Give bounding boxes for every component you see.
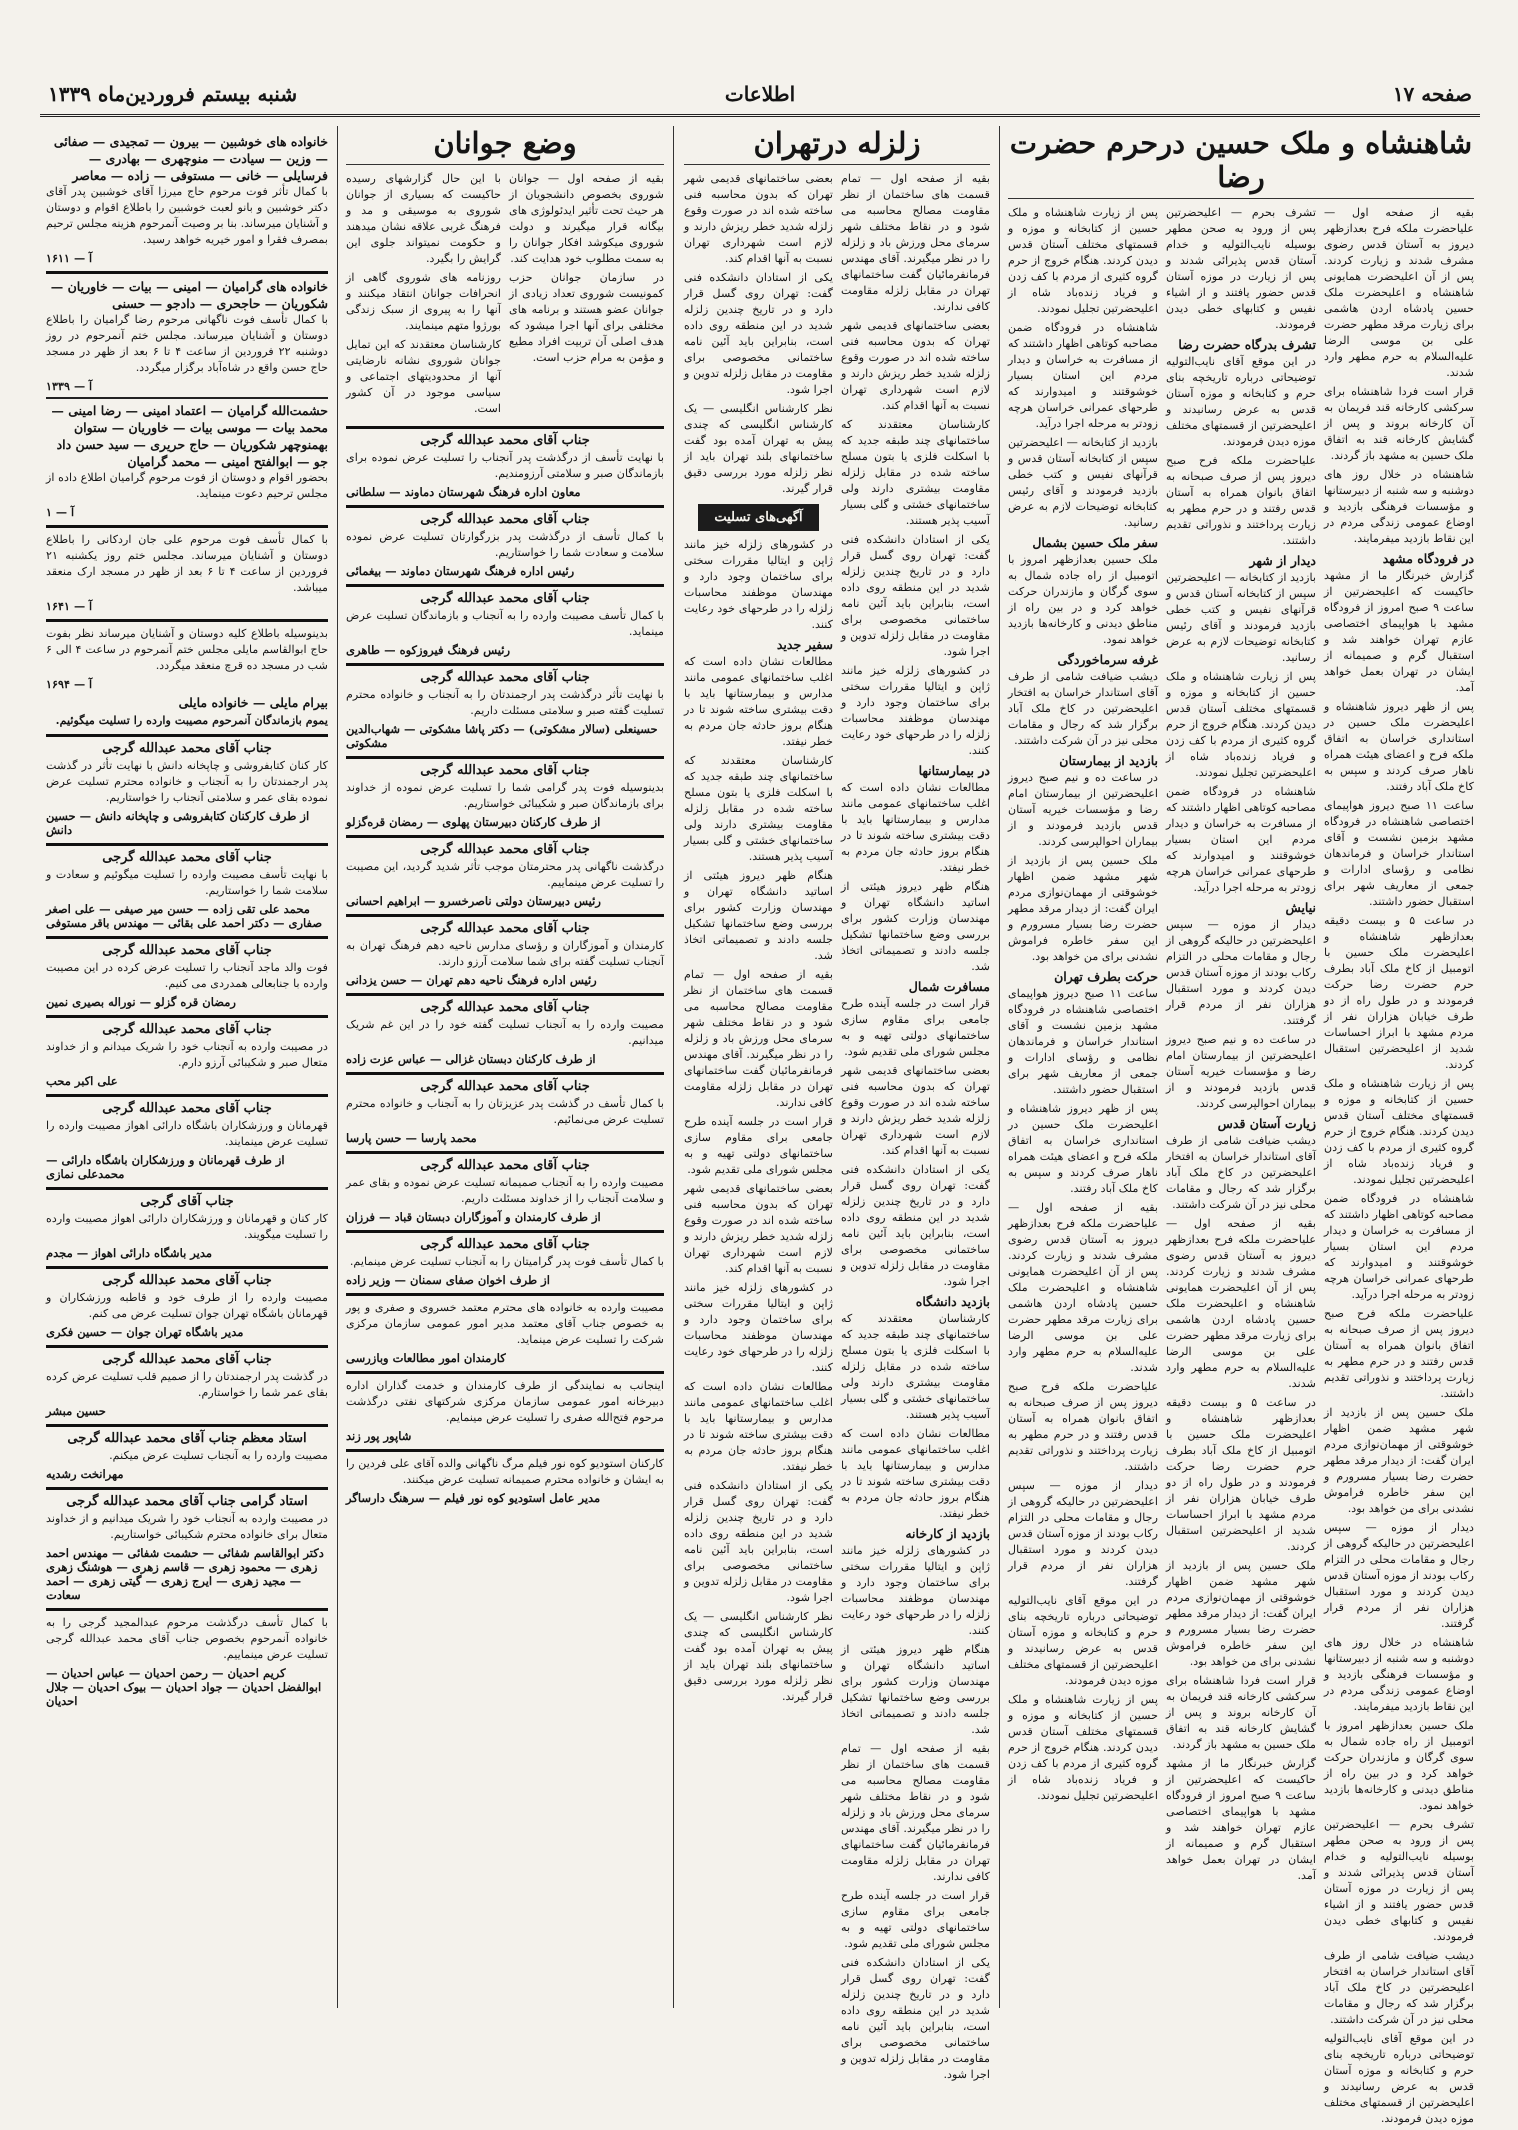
condolence-notice xyxy=(346,505,664,578)
shah-para: پس از زیارت شاهنشاه و ملک حسین از کتابخانه و موزه و قسمتهای مختلف آستان قدس دیدن کردند. هنگام خروج از حرم گروه کثیری از مردم با کف زدن و فریاد زنده‌باد شاه از اعلیحضرتین تجلیل نمودند. xyxy=(1008,206,1158,315)
quake-para: کارشناسان معتقدند که ساختمانهای چند طبقه جدید که با اسکلت فلزی یا بتون مسلح ساخته شده در مقابل زلزله مقاومت بیشتری دارند ولی ساختمانهای خشتی و گلی بسیار آسیب پذیر هستند. xyxy=(684,754,833,863)
condolence-notice xyxy=(346,1449,664,1505)
shah-subhead: بازدید از بیمارستان xyxy=(1059,753,1158,768)
condolence-title: جناب آقای محمد عبدالله گرجی xyxy=(102,1352,272,1367)
condolence-signature: رمضان قره گزلو — نوراله بصیری نمین xyxy=(46,995,236,1009)
condolence-text: درگذشت ناگهانی پدر محترمتان موجب تأثر شدید گردید، این مصیبت را تسلیت عرض مینماییم. xyxy=(346,860,664,889)
condolence-title: جناب آقای محمد عبدالله گرجی xyxy=(420,842,590,857)
quake-col-1 xyxy=(841,171,990,2086)
condolence-title: جناب آقای محمد عبدالله گرجی xyxy=(420,433,590,448)
condolence-signature: حسین مبشر xyxy=(46,1404,106,1418)
quake-subhead: بازدید دانشگاه xyxy=(915,1294,990,1309)
shah-para: ملک حسین بعدازظهر امروز با اتومبیل از راه جاده شمال به سوی گرگان و مازندران حرکت خواهد کرد و در بین راه از مناطق دیدنی و کارخانه‌ها بازدید خواهد نمود. xyxy=(1008,553,1158,646)
shah-para: پس از ظهر دیروز شاهنشاه و اعلیحضرت ملک حسین در استانداری خراسان به اتفاق ملکه فرح و اعضای هیئت همراه ناهار صرف کردند و سپس به کاخ ملک آباد رفتند. xyxy=(1324,700,1474,793)
masthead xyxy=(40,78,1480,117)
condolence-text: در گذشت پدر ارجمندتان را از صمیم قلب تسلیت عرض کرده بقای عمر شما را خواستارم. xyxy=(46,1370,328,1399)
condolence-text: بدینوسیله فوت پدر گرامی شما را تسلیت عرض نموده از خداوند برای بازماندگان صبر و شکیبائی خواستاریم. xyxy=(346,781,664,810)
condolence-text: مصیبت وارده را از طرف خود و قاطبه ورزشکاران و قهرمانان باشگاه تهران جوان تسلیت عرض می کنم. xyxy=(46,1291,328,1320)
quake-subhead: در بیمارستانها xyxy=(918,763,990,778)
condolence-banner: آگهی‌های تسلیت xyxy=(698,504,818,531)
page-number: صفحه ۱۷ xyxy=(1392,82,1472,106)
condolence-signature: از طرف کارمندان و آموزگاران دبستان قباد — فرزان xyxy=(346,1210,601,1224)
shah-para: علیاحضرت ملکه فرح صبح دیروز پس از صرف صبحانه به اتفاق بانوان همراه به آستان قدس رفتند و در حرم مطهر به زیارت پرداختند و نذوراتی تقدیم داشتند. xyxy=(1324,1307,1474,1400)
shah-para: گزارش خبرنگار ما از مشهد حاکیست که اعلیحضرتین از ساعت ۹ صبح امروز از فرودگاه مشهد با هواپیمای اختصاصی عازم تهران خواهند شد و استقبال گرم و صمیمانه از ایشان در تهران بعمل خواهد آمد. xyxy=(1166,1757,1317,1882)
condolence-title: جناب آقای محمد عبدالله گرجی xyxy=(420,1237,590,1252)
shah-para: در ساعت ۵ و بیست دقیقه بعدازظهر شاهنشاه و اعلیحضرت ملک حسین با اتومبیل از کاخ ملک آباد بطرف حرم حضرت رضا حرکت فرمودند و در طول راه از دو طرف خیابان هزاران نفر از مردم مشهد با ابراز احساسات شدید از اعلیحضرتین استقبال کردند. xyxy=(1166,1396,1316,1553)
newspaper-page xyxy=(40,18,1480,2125)
condolence-text: مصیبت وارده را به آنجناب تسلیت عرض میکنم. xyxy=(109,1449,328,1462)
condolence-signature: شاپور پور زند xyxy=(346,1429,412,1443)
condolence-text: مصیبت وارده را به آنجناب تسلیت گفته خود را در این غم شریک میدانیم. xyxy=(346,1018,664,1047)
shah-para: بازدید از کتابخانه — اعلیحضرتین سپس از کتابخانه آستان قدس و قرآنهای نفیس و کتب خطی بازدید فرمودند و آقای رئیس کتابخانه توضیحات لازم به عرض رسانید. xyxy=(1166,571,1316,664)
shah-para: پس از زیارت شاهنشاه و ملک حسین از کتابخانه و موزه و قسمتهای مختلف آستان قدس دیدن کردند. هنگام خروج از حرم گروه کثیری از مردم با کف زدن و فریاد زنده‌باد شاه از اعلیحضرتین تجلیل نمودند. xyxy=(1324,1077,1474,1186)
condolence-signature: از طرف قهرمانان و ورزشکاران باشگاه دارائی — محمدعلی نمازی xyxy=(46,1153,285,1181)
condolence-notice xyxy=(46,843,328,930)
shah-col-3 xyxy=(1008,205,1158,2130)
shah-para: در ساعت ده و نیم صبح دیروز اعلیحضرتین از بیمارستان امام رضا و مؤسسات خیریه آستان قدس بازدید فرمودند و از بیماران احوالپرسی کردند. xyxy=(1166,1033,1316,1110)
notice-head: خانواده های گرامیان — امینی — بیات — خاوریان — شکوریان — حاجحری — دادجو — حسنی xyxy=(46,271,328,312)
quake-para: کارشناسان معتقدند که ساختمانهای چند طبقه جدید که با اسکلت فلزی یا بتون مسلح ساخته شده در مقابل زلزله مقاومت بیشتری دارند ولی ساختمانهای خشتی و گلی بسیار آسیب پذیر هستند. xyxy=(841,418,990,527)
condolence-notice xyxy=(346,663,664,750)
condolence-title: جناب آقای محمد عبدالله گرجی xyxy=(102,943,272,958)
shah-para: شاهنشاه در فرودگاه ضمن مصاحبه کوتاهی اظهار داشتند که از مسافرت به خراسان و دیدار مردم این استان بسیار خوشوقتند و امیدوارند که طرحهای عمرانی خراسان هرچه زودتر به مرحله اجرا درآید. xyxy=(1166,785,1316,894)
condolence-text: کار کنان کتابفروشی و چاپخانه دانش با نهایت تأثر در گذشت پدر ارجمندتان را به آنجناب و خانواده محترم تسلیت عرض نموده بقای عمر و سلامتی آنجناب را خواستاریم. xyxy=(46,759,328,804)
youth-headline: وضع جوانان xyxy=(346,126,664,165)
condolence-title: جناب آقای محمد عبدالله گرجی xyxy=(420,591,590,606)
youth-para: کارشناسان معتقدند که این تمایل جوانان شوروی نشانه نارضایتی آنها از محدودیتهای اجتماعی و سیاسی موجود در آن کشور است. xyxy=(346,338,501,415)
condolence-signature: مدیر عامل استودیو کوه نور فیلم — سرهنگ دارساگر xyxy=(346,1491,601,1505)
notice-code: آ — ۱۶۴۱ xyxy=(46,599,93,613)
condolence-notice xyxy=(46,1015,328,1088)
shah-para: در این موقع آقای نایب‌التولیه توضیحاتی درباره تاریخچه بنای حرم و کتابخانه و موزه آستان قدس به عرض رسانیدند و اعلیحضرتین از قسمتهای مختلف موزه دیدن فرمودند. xyxy=(1008,1594,1158,1687)
shah-col-2 xyxy=(1166,205,1316,2130)
condolence-text: فوت والد ماجد آنجناب را تسلیت عرض کرده در این مصیبت وارده با جنابعالی همدردی می کنیم. xyxy=(46,961,328,990)
shah-para: در این موقع آقای نایب‌التولیه توضیحاتی درباره تاریخچه بنای حرم و کتابخانه و موزه آستان قدس به عرض رسانیدند و اعلیحضرتین از قسمتهای مختلف موزه دیدن فرمودند. xyxy=(1166,355,1316,448)
condolence-notice xyxy=(46,1487,328,1602)
shah-para: دیدار از موزه — سپس اعلیحضرتین در حالیکه گروهی از رجال و مقامات محلی در التزام رکاب بودند از موزه آستان قدس دیدن کردند و مورد استقبال هزاران نفر از مردم قرار گرفتند. xyxy=(1166,918,1316,1027)
shah-article xyxy=(1002,126,1480,2125)
condolence-signature: رئیس فرهنگ فیروزکوه — طاهری xyxy=(346,643,510,657)
quake-para: بعضی ساختمانهای قدیمی شهر تهران که بدون محاسبه فنی ساخته شده اند در صورت وقوع زلزله شدید خطر ریزش دارند و لازم است شهرداری تهران نسبت به آنها اقدام کند. xyxy=(684,1182,833,1275)
condolence-notice xyxy=(46,1345,328,1418)
condolence-title: جناب آقای محمد عبدالله گرجی xyxy=(420,1079,590,1094)
shah-para: علیاحضرت ملکه فرح صبح دیروز پس از صرف صبحانه به اتفاق بانوان همراه به آستان قدس رفتند و در حرم مطهر به زیارت پرداختند و نذوراتی تقدیم داشتند. xyxy=(1166,454,1316,547)
shah-para: بقیه از صفحه اول — علیاحضرت ملکه فرح بعدازظهر دیروز به آستان قدس رضوی مشرف شدند و زیارت کردند. پس از آن اعلیحضرت همایونی شاهنشاه و اعلیحضرت ملک حسین پادشاه اردن هاشمی برای زیارت مرقد مطهر حضرت علی بن موسی الرضا علیه‌السلام به حرم مطهر وارد شدند. xyxy=(1324,206,1474,379)
shah-subhead: حرکت بطرف تهران xyxy=(1054,969,1158,984)
shah-para: شاهنشاه در فرودگاه ضمن مصاحبه کوتاهی اظهار داشتند که از مسافرت به خراسان و دیدار مردم این استان بسیار خوشوقتند و امیدوارند که طرحهای عمرانی خراسان هرچه زودتر به مرحله اجرا درآید. xyxy=(1324,1192,1474,1301)
notice-code: آ — ۱۶۹۴ xyxy=(46,677,93,691)
condolence-title: جناب آقای محمد عبدالله گرجی xyxy=(102,850,272,865)
condolence-notice xyxy=(46,1187,328,1260)
condolence-title: جناب آقای محمد عبدالله گرجی xyxy=(102,741,272,756)
shah-para: دیشب ضیافت شامی از طرف آقای استاندار خراسان به افتخار اعلیحضرتین در کاخ ملک آباد برگزار شد که رجال و مقامات محلی نیز در آن شرکت داشتند. xyxy=(1008,670,1158,747)
quake-para: مطالعات نشان داده است که اغلب ساختمانهای عمومی مانند مدارس و بیمارستانها باید با دقت بیشتری ساخته شوند تا در هنگام بروز حادثه جان مردم به خطر نیفتد. xyxy=(684,655,833,748)
notice-text: با کمال تأسف فوت ناگهانی مرحوم رضا گرامیان را باطلاع دوستان و آشنایان میرساند. مجلس ختم آنمرحوم در روز دوشنبه ۲۲ فروردین از ساعت ۴ تا ۶ بعد از ظهر در مسجد حاج حسن واقع در شاه‌آباد برگزار میگردد. xyxy=(46,313,328,374)
condolence-text: کارمندان و آموزگاران و رؤسای مدارس ناحیه دهم فرهنگ تهران به آنجناب تسلیت گفته برای شما سلامت آرزو دارند. xyxy=(346,939,664,968)
condolence-signature: کریم احدیان — رحمن احدیان — عباس احدیان — ابوالفضل احدیان — جواد احدیان — بیوک احدیان — جلال احدیان xyxy=(46,1666,322,1708)
column-rule xyxy=(673,126,674,2008)
condolence-notice xyxy=(46,1424,328,1481)
shah-subhead: سفر ملک حسین بشمال xyxy=(1032,535,1158,550)
shah-subhead: تشرف بدرگاه حضرت رضا xyxy=(1178,337,1316,352)
shah-para: تشرف بحرم — اعلیحضرتین پس از ورود به صحن مطهر بوسیله نایب‌التولیه و خدام آستان قدس پذیرائی شدند و پس از زیارت در موزه آستان قدس حضور یافتند و از اشیاء نفیس و کتابهای خطی دیدن فرمودند. xyxy=(1166,206,1316,331)
shah-para: شاهنشاه در فرودگاه ضمن مصاحبه کوتاهی اظهار داشتند که از مسافرت به خراسان و دیدار مردم این استان بسیار خوشوقتند و امیدوارند که طرحهای عمرانی خراسان هرچه زودتر به مرحله اجرا درآید. xyxy=(1008,321,1158,430)
condolence-text: با نهایت تأسف از درگذشت پدر آنجناب را تسلیت عرض نموده برای بازماندگان صبر و سلامتی آرزومندیم. xyxy=(346,451,664,480)
quake-subhead: مسافرت شمال xyxy=(908,979,990,994)
condolence-notice xyxy=(46,936,328,1009)
quake-para: کارشناسان معتقدند که ساختمانهای چند طبقه جدید که با اسکلت فلزی یا بتون مسلح ساخته شده در مقابل زلزله مقاومت بیشتری دارند ولی ساختمانهای خشتی و گلی بسیار آسیب پذیر هستند. xyxy=(841,1312,990,1421)
condolence-title: جناب آقای محمد عبدالله گرجی xyxy=(102,1022,272,1037)
condolence-signature: معاون اداره فرهنگ شهرستان دماوند — سلطانی xyxy=(346,485,581,499)
condolence-notice xyxy=(346,914,664,987)
shah-para: قرار است فردا شاهنشاه برای سرکشی کارخانه قند فریمان به آن کارخانه بروند و پس از گشایش کارخانه قند به اتفاق ملک حسین به مشهد باز گردند. xyxy=(1324,385,1474,462)
column-rule xyxy=(999,126,1000,2008)
condolence-title: جناب آقای محمد عبدالله گرجی xyxy=(102,1273,272,1288)
shah-para: تشرف بحرم — اعلیحضرتین پس از ورود به صحن مطهر بوسیله نایب‌التولیه و خدام آستان قدس پذیرائی شدند و پس از زیارت در موزه آستان قدس حضور یافتند و از اشیاء نفیس و کتابهای خطی دیدن فرمودند. xyxy=(1324,1818,1474,1943)
shah-para: شاهنشاه در خلال روز های دوشنبه و سه شنبه از دبیرستانها و مؤسسات فرهنگی بازدید و اوضاع عمومی زندگی مردم در این نقاط بازدید میفرمایند. xyxy=(1324,1636,1474,1713)
condolence-signature: از طرف کارکنان کتابفروشی و چاپخانه دانش — حسین دانش xyxy=(46,809,310,837)
condolence-notice xyxy=(346,1151,664,1224)
condolence-title: جناب آقای محمد عبدالله گرجی xyxy=(420,512,590,527)
shah-para: علیاحضرت ملکه فرح صبح دیروز پس از صرف صبحانه به اتفاق بانوان همراه به آستان قدس رفتند و در حرم مطهر به زیارت پرداختند و نذوراتی تقدیم داشتند. xyxy=(1008,1380,1158,1473)
youth-para: بقیه از صفحه اول — جوانان شوروی بخصوص دانشجویان از هر حیث تحت تأثیر ایدئولوژی های بیگانه قرار میگیرند و دولت شوروی میکوشد افکار جوانان را به سمت مطلوب خود هدایت کند. xyxy=(509,172,664,265)
youth-para: با این حال گزارشهای رسیده حاکیست که بسیاری از جوانان شوروی به موسیقی و مد و فرهنگ غربی علاقه نشان میدهند و حکومت نمیتواند جلوی این گرایش را بگیرد. xyxy=(346,172,501,265)
shah-para: دیشب ضیافت شامی از طرف آقای استاندار خراسان به افتخار اعلیحضرتین در کاخ ملک آباد برگزار شد که رجال و مقامات محلی نیز در آن شرکت داشتند. xyxy=(1166,1134,1316,1211)
condolence-title: جناب آقای محمد عبدالله گرجی xyxy=(102,1101,272,1116)
quake-article xyxy=(678,126,996,2081)
quake-para: بعضی ساختمانهای قدیمی شهر تهران که بدون محاسبه فنی ساخته شده اند در صورت وقوع زلزله شدید خطر ریزش دارند و لازم است شهرداری تهران نسبت به آنها اقدام کند. xyxy=(841,319,990,412)
quake-para: قرار است در جلسه آینده طرح جامعی برای مقاوم سازی ساختمانهای دولتی تهیه و به مجلس شورای ملی تقدیم شود. xyxy=(841,1889,990,1950)
shah-para: در این موقع آقای نایب‌التولیه توضیحاتی درباره تاریخچه بنای حرم و کتابخانه و موزه آستان قدس به عرض رسانیدند و اعلیحضرتین از قسمتهای مختلف موزه دیدن فرمودند. xyxy=(1324,2032,1474,2125)
condolence-signature: رئیس اداره فرهنگ شهرستان دماوند — بیغمائی xyxy=(346,564,575,578)
shah-para: ملک حسین پس از بازدید از شهر مشهد ضمن اظهار خوشوقتی از مهمان‌نوازی مردم ایران گفت: از دیدار مرقد مطهر حضرت رضا بسیار مسرورم و این سفر خاطره فراموش نشدنی برای من خواهد بود. xyxy=(1166,1559,1316,1668)
quake-para: یکی از استادان دانشکده فنی گفت: تهران روی گسل قرار دارد و در تاریخ چندین زلزله شدید در این منطقه روی داده است، بنابراین باید آئین نامه ساختمانی مخصوصی برای مقاومت در مقابل زلزله تدوین و اجرا شود. xyxy=(684,271,833,396)
condolence-text: با کمال تأسف فوت پدر گرامیتان را به آنجناب تسلیت عرض مینمایم. xyxy=(349,1255,664,1268)
shah-headline: شاهنشاه و ملک حسین درحرم حضرت رضا xyxy=(1008,126,1474,199)
notice-text: یموم بازماندگان آنمرحوم مصیبت وارده را تسلیت میگوئیم. xyxy=(55,713,328,727)
notice-head: بیرام مایلی — خانواده مایلی xyxy=(178,695,328,710)
condolence-text: در مصیبت وارده به آنجناب خود را شریک میدانیم و از خداوند متعال برای خانواده محترم شکیبائی خواستاریم. xyxy=(46,1512,328,1541)
newspaper-name: اطلاعات xyxy=(724,82,796,106)
quake-subhead: سفیر جدید xyxy=(776,637,833,652)
quake-para: نظر کارشناس انگلیسی — یک کارشناس انگلیسی که چندی پیش به تهران آمده بود گفت ساختمانهای بلند تهران باید از نظر زلزله مورد بررسی دقیق قرار گیرند. xyxy=(684,402,833,495)
condolence-title: استاد گرامی جناب آقای محمد عبدالله گرجی xyxy=(66,1494,308,1509)
quake-para: در کشورهای زلزله خیز مانند ژاپن و ایتالیا مقررات سختی برای ساختمان وجود دارد و مهندسان موظفند محاسبات زلزله را در طرحهای خود رعایت کنند. xyxy=(841,664,990,757)
condolence-signature: رئیس دبیرستان دولتی ناصرخسرو — ابراهیم احسانی xyxy=(346,894,601,908)
condolence-signature: از طرف کارکنان دبیرستان پهلوی — رمضان قره‌گزلو xyxy=(346,815,601,829)
quake-para: یکی از استادان دانشکده فنی گفت: تهران روی گسل قرار دارد و در تاریخ چندین زلزله شدید در این منطقه روی داده است، بنابراین باید آئین نامه ساختمانی مخصوصی برای مقاومت در مقابل زلزله تدوین و اجرا شود. xyxy=(684,1479,833,1604)
condolence-text: مصیبت وارده به خانواده های محترم معتمد خسروی و صفری و پور به خصوص جناب آقای معتمد مدیر امور عمومی سازمان مرکزی شرکت را تسلیت عرض مینماید. xyxy=(346,1301,664,1346)
quake-para: قرار است در جلسه آینده طرح جامعی برای مقاوم سازی ساختمانهای دولتی تهیه و به مجلس شورای ملی تقدیم شود. xyxy=(684,1115,833,1176)
shah-para: در ساعت ده و نیم صبح دیروز اعلیحضرتین از بیمارستان امام رضا و مؤسسات خیریه آستان قدس بازدید فرمودند و از بیماران احوالپرسی کردند. xyxy=(1008,771,1158,848)
condolence-text: با نهایت تأثر درگذشت پدر ارجمندتان را به آنجناب و خانواده محترم تسلیت گفته صبر و سلامتی مسئلت داریم. xyxy=(346,688,664,717)
condolence-signature: مهرانخت رشدیه xyxy=(46,1467,124,1481)
quake-para: نظر کارشناس انگلیسی — یک کارشناس انگلیسی که چندی پیش به تهران آمده بود گفت ساختمانهای بلند تهران باید از نظر زلزله مورد بررسی دقیق قرار گیرند. xyxy=(684,1610,833,1703)
condolence-text: با کمال تأسف در گذشت پدر عزیزتان را به آنجناب و خانواده محترم تسلیت عرض می‌نمائیم. xyxy=(346,1097,664,1126)
quake-para: یکی از استادان دانشکده فنی گفت: تهران روی گسل قرار دارد و در تاریخ چندین زلزله شدید در این منطقه روی داده است، بنابراین باید آئین نامه ساختمانی مخصوصی برای مقاومت در مقابل زلزله تدوین و اجرا شود. xyxy=(841,1163,990,1288)
shah-para: ملک حسین بعدازظهر امروز با اتومبیل از راه جاده شمال به سوی گرگان و مازندران حرکت خواهد کرد و در بین راه از مناطق دیدنی و کارخانه‌ها بازدید خواهد نمود. xyxy=(1324,1719,1474,1812)
quake-para: هنگام ظهر دیروز هیئتی از اساتید دانشگاه تهران و مهندسان وزارت کشور برای بررسی وضع ساختمانها تشکیل جلسه دادند و تصمیماتی اتخاذ شد. xyxy=(841,1643,990,1736)
condolence-text: با کمال تأسف از درگذشت پدر بزرگوارتان تسلیت عرض نموده سلامت و سعادت شما را خواستاریم. xyxy=(346,530,664,559)
quake-para: هنگام ظهر دیروز هیئتی از اساتید دانشگاه تهران و مهندسان وزارت کشور برای بررسی وضع ساختمانها تشکیل جلسه دادند و تصمیماتی اتخاذ شد. xyxy=(841,880,990,973)
shah-subhead: در فرودگاه مشهد xyxy=(1382,551,1474,566)
condolence-text: قهرمانان و ورزشکاران باشگاه دارائی اهواز مصیبت وارده را تسلیت عرض مینمایند. xyxy=(46,1119,328,1148)
youth-col-1 xyxy=(509,171,664,420)
notice-block xyxy=(46,619,328,728)
column-rule xyxy=(337,126,338,2008)
notice-code: آ — ۱۳۳۹ xyxy=(46,379,93,393)
youth-para: روزنامه های شوروی گاهی از انحرافات جوانان انتقاد میکنند و آنها را به پیروی از سبک زندگی بورژوا متهم مینمایند. xyxy=(346,271,501,332)
quake-para: مطالعات نشان داده است که اغلب ساختمانهای عمومی مانند مدارس و بیمارستانها باید با دقت بیشتری ساخته شوند تا در هنگام بروز حادثه جان مردم به خطر نیفتد. xyxy=(841,781,990,874)
condolence-signature: محمد پارسا — حسن پارسا xyxy=(346,1131,477,1145)
condolence-title: جناب آقای محمد عبدالله گرجی xyxy=(420,763,590,778)
condolence-text: مصیبت وارده را به آنجناب صمیمانه تسلیت عرض نموده و بقای عمر و سلامت آنجناب را از خداوند مسئلت داریم. xyxy=(346,1176,664,1205)
condolence-title: استاد معظم جناب آقای محمد عبدالله گرجی xyxy=(67,1431,307,1446)
notice-text: بدینوسیله باطلاع کلیه دوستان و آشنایان میرساند نظر بفوت حاج ابوالقاسم مایلی مجلس ختم آنمرحوم در ساعت ۴ الی ۶ شب در مسجد ده قرچ منعقد میگردد. xyxy=(46,627,328,672)
quake-para: در کشورهای زلزله خیز مانند ژاپن و ایتالیا مقررات سختی برای ساختمان وجود دارد و مهندسان موظفند محاسبات زلزله را در طرحهای خود رعایت کنند. xyxy=(841,1544,990,1637)
condolence-text: با نهایت تأسف مصیبت وارده را تسلیت میگوئیم و سعادت و سلامت شما را خواستاریم. xyxy=(46,868,328,897)
condolence-notice xyxy=(46,1608,328,1708)
condolence-notice xyxy=(346,426,664,499)
quake-para: بعضی ساختمانهای قدیمی شهر تهران که بدون محاسبه فنی ساخته شده اند در صورت وقوع زلزله شدید خطر ریزش دارند و لازم است شهرداری تهران نسبت به آنها اقدام کند. xyxy=(841,1064,990,1157)
quake-para: یکی از استادان دانشکده فنی گفت: تهران روی گسل قرار دارد و در تاریخ چندین زلزله شدید در این منطقه روی داده است، بنابراین باید آئین نامه ساختمانی مخصوصی برای مقاومت در مقابل زلزله تدوین و اجرا شود. xyxy=(841,533,990,658)
notice-head: حشمت‌الله گرامیان — اعتماد امینی — رضا امینی — محمد بیات — موسی بیات — خاوریان — ستوان بهمنوچهر شکوریان — حاج حریری — سید حسن داد جو — ابوالفتح امینی — محمد گرامیان xyxy=(46,397,328,470)
condolence-notice xyxy=(346,1072,664,1145)
condolence-text: با کمال تأسف مصیبت وارده را به آنجناب و بازماندگان تسلیت عرض مینماید. xyxy=(346,609,664,638)
condolence-signature: از طرف کارکنان دبستان غزالی — عباس عزت زاده xyxy=(346,1052,596,1066)
quake-para: هنگام ظهر دیروز هیئتی از اساتید دانشگاه تهران و مهندسان وزارت کشور برای بررسی وضع ساختمانها تشکیل جلسه دادند و تصمیماتی اتخاذ شد. xyxy=(684,869,833,962)
shah-para: پس از زیارت شاهنشاه و ملک حسین از کتابخانه و موزه و قسمتهای مختلف آستان قدس دیدن کردند. هنگام خروج از حرم گروه کثیری از مردم با کف زدن و فریاد زنده‌باد شاه از اعلیحضرتین تجلیل نمودند. xyxy=(1008,1693,1158,1802)
condolence-title: جناب آقای گرجی xyxy=(140,1194,234,1209)
condolence-signature: دکتر ابوالقاسم شفائی — حشمت شفائی — مهندس احمد زهری — محمود زهری — قاسم زهری — هوشنگ زهری — مجید زهری — ایرج زهری — گیتی زهری — احمد سعادت xyxy=(46,1546,324,1602)
shah-para: پس از زیارت شاهنشاه و ملک حسین از کتابخانه و موزه و قسمتهای مختلف آستان قدس دیدن کردند. هنگام خروج از حرم گروه کثیری از مردم با کف زدن و فریاد زنده‌باد شاه از اعلیحضرتین تجلیل نمودند. xyxy=(1166,670,1316,779)
condolence-banner-wrap xyxy=(684,500,833,537)
shah-para: دیشب ضیافت شامی از طرف آقای استاندار خراسان به افتخار اعلیحضرتین در کاخ ملک آباد برگزار شد که رجال و مقامات محلی نیز در آن شرکت داشتند. xyxy=(1324,1949,1474,2026)
quake-col-2 xyxy=(684,171,833,2086)
condolence-notice xyxy=(346,993,664,1066)
condolence-text: اینجانب به نمایندگی از طرف کارمندان و خدمت گذاران اداره دبیرخانه امور عمومی سازمان مرکزی شرکتهای نفتی درگذشت مرحوم فتح‌الله صفری را تسلیت عرض مینمایم. xyxy=(346,1379,664,1424)
notice-block xyxy=(46,525,328,613)
condolence-notice xyxy=(346,835,664,908)
quake-para: یکی از استادان دانشکده فنی گفت: تهران روی گسل قرار دارد و در تاریخ چندین زلزله شدید در این منطقه روی داده است، بنابراین باید آئین نامه ساختمانی مخصوصی برای مقاومت در مقابل زلزله تدوین و اجرا شود. xyxy=(841,1956,990,2081)
youth-and-condolences xyxy=(340,126,670,2008)
condolence-notice xyxy=(346,584,664,657)
youth-col-2 xyxy=(346,171,501,420)
shah-para: ملک حسین پس از بازدید از شهر مشهد ضمن اظهار خوشوقتی از مهمان‌نوازی مردم ایران گفت: از دیدار مرقد مطهر حضرت رضا بسیار مسرورم و این سفر خاطره فراموش نشدنی برای من خواهد بود. xyxy=(1324,1406,1474,1515)
quake-para: قرار است در جلسه آینده طرح جامعی برای مقاوم سازی ساختمانهای دولتی تهیه و به مجلس شورای ملی تقدیم شود. xyxy=(841,997,990,1058)
condolence-title: جناب آقای محمد عبدالله گرجی xyxy=(420,921,590,936)
condolence-signature: کارمندان امور مطالعات وبازرسی xyxy=(346,1351,506,1365)
quake-subhead: بازدید از کارخانه xyxy=(905,1526,990,1541)
shah-para: پس از ظهر دیروز شاهنشاه و اعلیحضرت ملک حسین در استانداری خراسان به اتفاق ملکه فرح و اعضای هیئت همراه ناهار صرف کردند و سپس به کاخ ملک آباد رفتند. xyxy=(1008,1102,1158,1195)
quake-para: بعضی ساختمانهای قدیمی شهر تهران که بدون محاسبه فنی ساخته شده اند در صورت وقوع زلزله شدید خطر ریزش دارند و لازم است شهرداری تهران نسبت به آنها اقدام کند. xyxy=(684,172,833,265)
left-notices-column xyxy=(40,126,334,2008)
shah-subhead: نیایش xyxy=(1285,900,1316,915)
shah-subhead: دیدار از شهر xyxy=(1249,553,1316,568)
quake-para: در کشورهای زلزله خیز مانند ژاپن و ایتالیا مقررات سختی برای ساختمان وجود دارد و مهندسان موظفند محاسبات زلزله را در طرحهای خود رعایت کنند. xyxy=(684,538,833,631)
notice-head: خانواده های خوشبین — بیرون — تمجیدی — صفائی — وزین — سیادت — منوچهری — بهادری — فرسایلی — خانی — مستوفی — زاده — معاصر xyxy=(53,134,328,183)
quake-para: در کشورهای زلزله خیز مانند ژاپن و ایتالیا مقررات سختی برای ساختمان وجود دارد و مهندسان موظفند محاسبات زلزله را در طرحهای خود رعایت کنند. xyxy=(684,1281,833,1374)
condolence-signature: مدیر باشگاه دارائی اهواز — مجدم xyxy=(46,1246,213,1260)
shah-para: ساعت ۱۱ صبح دیروز هواپیمای اختصاصی شاهنشاه در فرودگاه مشهد بزمین نشست و آقای استاندار خراسان و فرماندهان نظامی و رؤسای ادارات و جمعی از معاریف شهر برای استقبال حضور داشتند. xyxy=(1324,799,1475,908)
condolence-text: در مصیبت وارده به آنجناب خود را شریک میدانم و از خداوند متعال صبر و شکیبائی آرزو دارم. xyxy=(46,1040,328,1069)
condolence-notice xyxy=(346,1230,664,1287)
shah-subhead: زیارت آستان قدس xyxy=(1217,1116,1316,1131)
shah-para: دیدار از موزه — سپس اعلیحضرتین در حالیکه گروهی از رجال و مقامات محلی در التزام رکاب بودند از موزه آستان قدس دیدن کردند و مورد استقبال هزاران نفر از مردم قرار گرفتند. xyxy=(1008,1479,1158,1588)
shah-para: شاهنشاه در خلال روز های دوشنبه و سه شنبه از دبیرستانها و مؤسسات فرهنگی بازدید و اوضاع عمومی زندگی مردم در این نقاط بازدید میفرمایند. xyxy=(1324,468,1474,545)
quake-para: بقیه از صفحه اول — تمام قسمت های ساختمان از نظر مقاومت مصالح محاسبه می شود و در نقاط مختلف شهر سرمای محل ورزش باد و زلزله را در نظر میگیرند. آقای مهندس فرمانفرمائیان گفت ساختمانهای تهران در مقابل زلزله مقاومت کافی ندارند. xyxy=(841,172,990,313)
shah-col-1 xyxy=(1324,205,1474,2130)
condolence-notice xyxy=(46,1094,328,1181)
condolence-signature: مدیر باشگاه تهران جوان — حسین فکری xyxy=(46,1325,244,1339)
quake-para: مطالعات نشان داده است که اغلب ساختمانهای عمومی مانند مدارس و بیمارستانها باید با دقت بیشتری ساخته شوند تا در هنگام بروز حادثه جان مردم به خطر نیفتد. xyxy=(841,1427,990,1520)
condolence-signature: از طرف اخوان صفای سمنان — وزیر زاده xyxy=(346,1273,550,1287)
shah-subhead: غرفه سرماخوردگی xyxy=(1057,652,1158,667)
shah-para: بقیه از صفحه اول — علیاحضرت ملکه فرح بعدازظهر دیروز به آستان قدس رضوی مشرف شدند و زیارت کردند. پس از آن اعلیحضرت همایونی شاهنشاه و اعلیحضرت ملک حسین پادشاه اردن هاشمی برای زیارت مرقد مطهر حضرت علی بن موسی الرضا علیه‌السلام به حرم مطهر وارد شدند. xyxy=(1166,1217,1316,1390)
condolence-notice xyxy=(346,1293,664,1365)
notice-code: آ — ۱ xyxy=(46,505,75,519)
quake-para: بقیه از صفحه اول — تمام قسمت های ساختمان از نظر مقاومت مصالح محاسبه می شود و در نقاط مختلف شهر سرمای محل ورزش باد و زلزله را در نظر میگیرند. آقای مهندس فرمانفرمائیان گفت ساختمانهای تهران در مقابل زلزله مقاومت کافی ندارند. xyxy=(841,1742,990,1883)
shah-para: قرار است فردا شاهنشاه برای سرکشی کارخانه قند فریمان به آن کارخانه بروند و پس از گشایش کارخانه قند به اتفاق ملک حسین به مشهد باز گردند. xyxy=(1166,1674,1316,1751)
condolence-signature: محمد علی تقی زاده — حسن میر صیفی — علی اصغر صفاری — دکتر احمد علی بقائی — مهندس باقر مستوفی xyxy=(46,902,323,930)
shah-para: بقیه از صفحه اول — علیاحضرت ملکه فرح بعدازظهر دیروز به آستان قدس رضوی مشرف شدند و زیارت کردند. پس از آن اعلیحضرت همایونی شاهنشاه و اعلیحضرت ملک حسین پادشاه اردن هاشمی برای زیارت مرقد مطهر حضرت علی بن موسی الرضا علیه‌السلام به حرم مطهر وارد شدند. xyxy=(1008,1201,1158,1374)
condolence-signature: حسینعلی (سالار مشکوتی) — دکتر پاشا مشکوتی — شهاب‌الدین مشکوتی xyxy=(346,722,658,750)
notice-text: با کمال تأسف فوت مرحوم علی جان اردکانی را باطلاع دوستان و آشنایان میرساند. مجلس ختم روز یکشنبه ۲۱ فروردین از ساعت ۴ تا ۶ بعد از ظهر در مسجد ارک منعقد میباشد. xyxy=(46,533,329,594)
youth-para: در سازمان جوانان حزب کمونیست شوروی تعداد زیادی از جوانان عضو هستند و برنامه های مختلفی برای آنها اجرا میشود که هدف اصلی آن تربیت افراد مطیع و مؤمن به مرام حزب است. xyxy=(509,271,664,364)
condolence-title: جناب آقای محمد عبدالله گرجی xyxy=(420,670,590,685)
issue-date: شنبه بیستم فروردین‌ماه ۱۳۳۹ xyxy=(48,82,298,106)
shah-para: ملک حسین پس از بازدید از شهر مشهد ضمن اظهار خوشوقتی از مهمان‌نوازی مردم ایران گفت: از دیدار مرقد مطهر حضرت رضا بسیار مسرورم و این سفر خاطره فراموش نشدنی برای من خواهد بود. xyxy=(1008,854,1158,963)
quake-para: بقیه از صفحه اول — تمام قسمت های ساختمان از نظر مقاومت مصالح محاسبه می شود و در نقاط مختلف شهر سرمای محل ورزش باد و زلزله را در نظر میگیرند. آقای مهندس فرمانفرمائیان گفت ساختمانهای تهران در مقابل زلزله مقاومت کافی ندارند. xyxy=(684,968,833,1109)
condolence-notice xyxy=(46,734,328,837)
shah-para: بازدید از کتابخانه — اعلیحضرتین سپس از کتابخانه آستان قدس و قرآنهای نفیس و کتب خطی بازدید فرمودند و آقای رئیس کتابخانه توضیحات لازم به عرض رسانید. xyxy=(1008,436,1158,529)
notice-text: با کمال تأثر فوت مرحوم حاج میرزا آقای خوشبین پدر آقای دکتر خوشبین و بانو لعبت خوشبین را باطلاع اقوام و دوستان و آشنایان میرساند. بنا بر وصیت آنمرحوم هزینه مجلس ترحیم بمصرف فقرا و امور خیریه خواهد رسید. xyxy=(46,185,328,246)
quake-para: مطالعات نشان داده است که اغلب ساختمانهای عمومی مانند مدارس و بیمارستانها باید با دقت بیشتری ساخته شوند تا در هنگام بروز حادثه جان مردم به خطر نیفتد. xyxy=(684,1380,833,1473)
condolence-text: کار کنان و قهرمانان و ورزشکاران دارائی اهواز مصیبت وارده را تسلیت میگویند. xyxy=(46,1212,328,1241)
notice-text: بحضور اقوام و دوستان از فوت مرحوم گرامیان اطلاع داده از مجلس ترحیم دعوت مینماید. xyxy=(46,471,328,500)
condolence-notice xyxy=(346,1371,664,1443)
shah-para: ساعت ۱۱ صبح دیروز هواپیمای اختصاصی شاهنشاه در فرودگاه مشهد بزمین نشست و آقای استاندار خراسان و فرماندهان نظامی و رؤسای ادارات و جمعی از معاریف شهر برای استقبال حضور داشتند. xyxy=(1008,987,1159,1096)
condolence-notice xyxy=(46,1266,328,1339)
condolence-title: جناب آقای محمد عبدالله گرجی xyxy=(420,1000,590,1015)
condolence-signature: رئیس اداره فرهنگ ناحیه دهم تهران — حسن یزدانی xyxy=(346,973,597,987)
shah-para: دیدار از موزه — سپس اعلیحضرتین در حالیکه گروهی از رجال و مقامات محلی در التزام رکاب بودند از موزه آستان قدس دیدن کردند و مورد استقبال هزاران نفر از مردم قرار گرفتند. xyxy=(1324,1521,1474,1630)
condolence-notice xyxy=(346,756,664,829)
condolence-text: کارکنان استودیو کوه نور فیلم مرگ ناگهانی والده آقای علی فردین را به ایشان و خانواده محترم صمیمانه تسلیت عرض میکنند. xyxy=(346,1457,664,1486)
notice-code: آ — ۱۶۱۱ xyxy=(46,251,93,265)
shah-para: در ساعت ۵ و بیست دقیقه بعدازظهر شاهنشاه و اعلیحضرت ملک حسین با اتومبیل از کاخ ملک آباد بطرف حرم حضرت رضا حرکت فرمودند و در طول راه از دو طرف خیابان هزاران نفر از مردم مشهد با ابراز احساسات شدید از اعلیحضرتین استقبال کردند. xyxy=(1324,914,1474,1071)
condolence-text: با کمال تأسف درگذشت مرحوم عبدالمجید گرجی را به خانواده آنمرحوم بخصوص جناب آقای محمد عبدالله گرجی تسلیت عرض مینماییم. xyxy=(46,1616,328,1661)
quake-headline: زلزله درتهران xyxy=(684,126,990,165)
condolence-signature: علی اکبر محب xyxy=(46,1074,118,1088)
condolence-title: جناب آقای محمد عبدالله گرجی xyxy=(420,1158,590,1173)
shah-para: گزارش خبرنگار ما از مشهد حاکیست که اعلیحضرتین از ساعت ۹ صبح امروز از فرودگاه مشهد با هواپیمای اختصاصی عازم تهران خواهند شد و استقبال گرم و صمیمانه از ایشان در تهران بعمل خواهد آمد. xyxy=(1324,569,1475,694)
